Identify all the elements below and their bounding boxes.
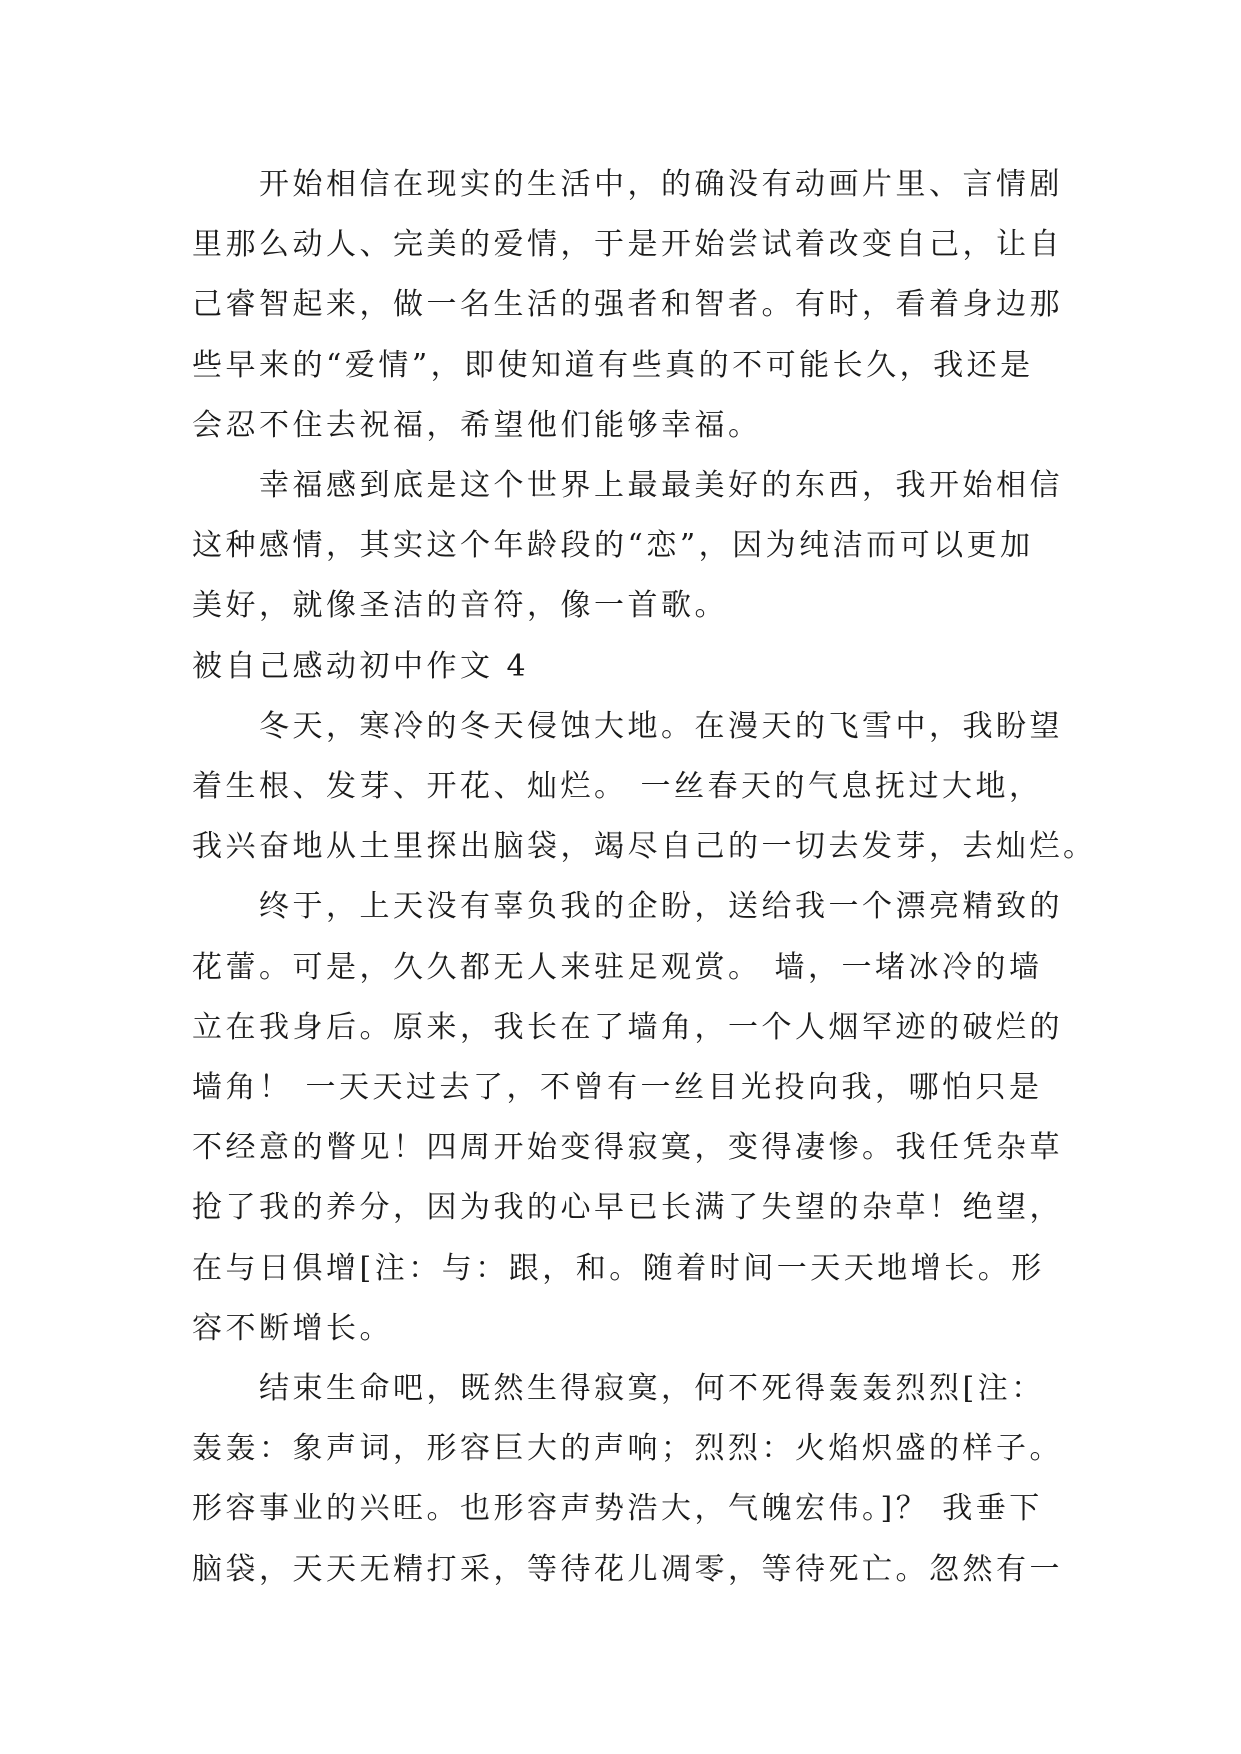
text-line: 花蕾。可是，久久都无人来驻足观赏。 墙，一堵冰冷的墙 <box>192 949 1043 985</box>
text-line: 己睿智起来，做一名生活的强者和智者。有时，看着身边那 <box>192 287 1063 323</box>
text-line: 墙角！ 一天天过去了，不曾有一丝目光投向我，哪怕只是 <box>192 1070 1043 1106</box>
text-line: 些早来的“爱情”，即使知道有些真的不可能长久，我还是 <box>192 347 1034 383</box>
section-heading: 被自己感动初中作文 4 <box>192 648 530 684</box>
text-line: 容不断增长。 <box>192 1310 393 1346</box>
text-line: 美好，就像圣洁的音符，像一首歌。 <box>192 588 728 624</box>
text-line: 结束生命吧，既然生得寂寞，何不死得轰轰烈烈[注： <box>259 1371 1045 1407</box>
paragraph-5 <box>192 1359 1063 1600</box>
text-line: 轰轰：象声词，形容巨大的声响；烈烈：火焰炽盛的样子。 <box>192 1431 1063 1467</box>
paragraph-3 <box>192 697 1097 878</box>
text-line: 着生根、发芽、开花、灿烂。 一丝春天的气息抚过大地， <box>192 769 1043 805</box>
text-line: 开始相信在现实的生活中，的确没有动画片里、言情剧 <box>259 167 1063 202</box>
text-line: 立在我身后。原来，我长在了墙角，一个人烟罕迹的破烂的 <box>192 1009 1063 1045</box>
text-line: 抢了我的养分，因为我的心早已长满了失望的杂草！绝望， <box>192 1190 1063 1226</box>
text-line: 幸福感到底是这个世界上最最美好的东西，我开始相信 <box>259 468 1063 504</box>
text-line: 会忍不住去祝福，希望他们能够幸福。 <box>192 407 762 443</box>
text-line: 形容事业的兴旺。也形容声势浩大，气魄宏伟。]？ 我垂下 <box>192 1491 1043 1527</box>
text-line: 冬天，寒冷的冬天侵蚀大地。在漫天的飞雪中，我盼望 <box>259 708 1063 744</box>
text-line: 里那么动人、完美的爱情，于是开始尝试着改变自己，让自 <box>192 227 1063 263</box>
text-line: 这种感情，其实这个年龄段的“恋”，因为纯洁而可以更加 <box>192 528 1034 564</box>
paragraph-4 <box>192 877 1063 1359</box>
text-line: 我兴奋地从土里探出脑袋，竭尽自己的一切去发芽，去灿烂。 <box>192 829 1097 865</box>
text-line: 不经意的瞥见！四周开始变得寂寞，变得凄惨。我任凭杂草 <box>192 1130 1063 1166</box>
text-line: 终于，上天没有辜负我的企盼，送给我一个漂亮精致的 <box>259 889 1063 925</box>
document-body <box>192 155 1097 1600</box>
text-line: 在与日俱增[注：与：跟，和。随着时间一天天地增长。形 <box>192 1250 1045 1286</box>
paragraph-2 <box>192 456 1063 637</box>
paragraph-1 <box>192 155 1063 456</box>
text-line: 脑袋，天天无精打采，等待花儿凋零，等待死亡。忽然有一 <box>192 1551 1063 1587</box>
